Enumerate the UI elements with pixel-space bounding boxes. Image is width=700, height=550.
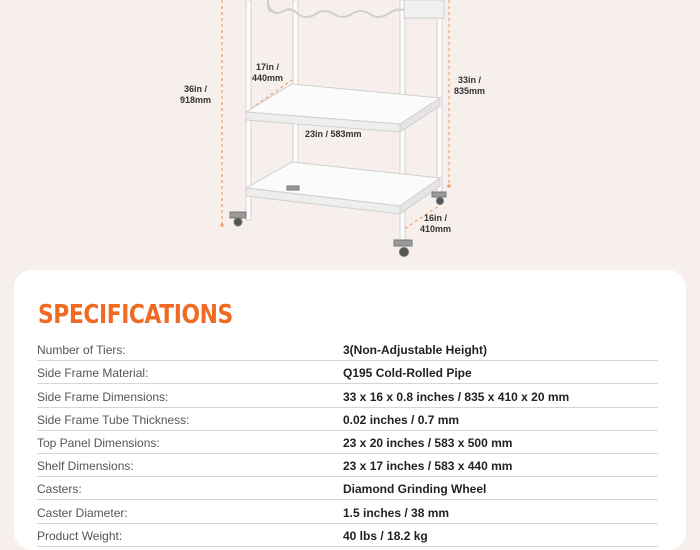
dimension-depth: 16in / 410mm — [420, 213, 452, 234]
spec-value: Diamond Grinding Wheel — [343, 482, 487, 497]
spec-row — [37, 477, 658, 500]
spec-value: 23 x 17 inches / 583 x 440 mm — [343, 459, 513, 474]
spec-value: 40 lbs / 18.2 kg — [343, 528, 428, 543]
spec-row — [37, 408, 658, 431]
dimension-width: 23in / 583mm — [305, 129, 362, 139]
spec-value: 33 x 16 x 0.8 inches / 835 x 410 x 20 mm — [343, 389, 570, 404]
spec-label: Caster Diameter: — [37, 505, 128, 520]
spec-row — [37, 384, 658, 407]
spec-row — [37, 338, 658, 361]
spec-label: Side Frame Tube Thickness: — [37, 412, 190, 427]
spec-row — [37, 431, 658, 454]
spec-row — [37, 500, 658, 523]
specifications-table — [37, 338, 658, 547]
dimension-side-height: 33in / 835mm — [454, 75, 486, 96]
spec-row — [37, 524, 658, 547]
spec-label: Top Panel Dimensions: — [37, 435, 160, 450]
specifications-title: SPECIFICATIONS — [38, 300, 233, 330]
dimension-total-height: 36in / 918mm — [180, 84, 212, 105]
spec-label: Casters: — [37, 482, 82, 497]
spec-value: Q195 Cold-Rolled Pipe — [343, 366, 472, 381]
spec-value: 23 x 20 inches / 583 x 500 mm — [343, 435, 513, 450]
dimension-inner-depth: 17in / 440mm — [252, 62, 284, 83]
spec-row — [37, 454, 658, 477]
spec-label: Side Frame Dimensions: — [37, 389, 169, 404]
spec-label: Side Frame Material: — [37, 366, 149, 381]
spec-value: 1.5 inches / 38 mm — [343, 505, 450, 520]
spec-row — [37, 361, 658, 384]
spec-value: 0.02 inches / 0.7 mm — [343, 412, 460, 427]
spec-label: Number of Tiers: — [37, 343, 126, 358]
spec-value: 3(Non-Adjustable Height) — [343, 343, 487, 358]
spec-label: Product Weight: — [37, 528, 123, 543]
specifications-card — [14, 270, 686, 550]
spec-label: Shelf Dimensions: — [37, 459, 134, 474]
